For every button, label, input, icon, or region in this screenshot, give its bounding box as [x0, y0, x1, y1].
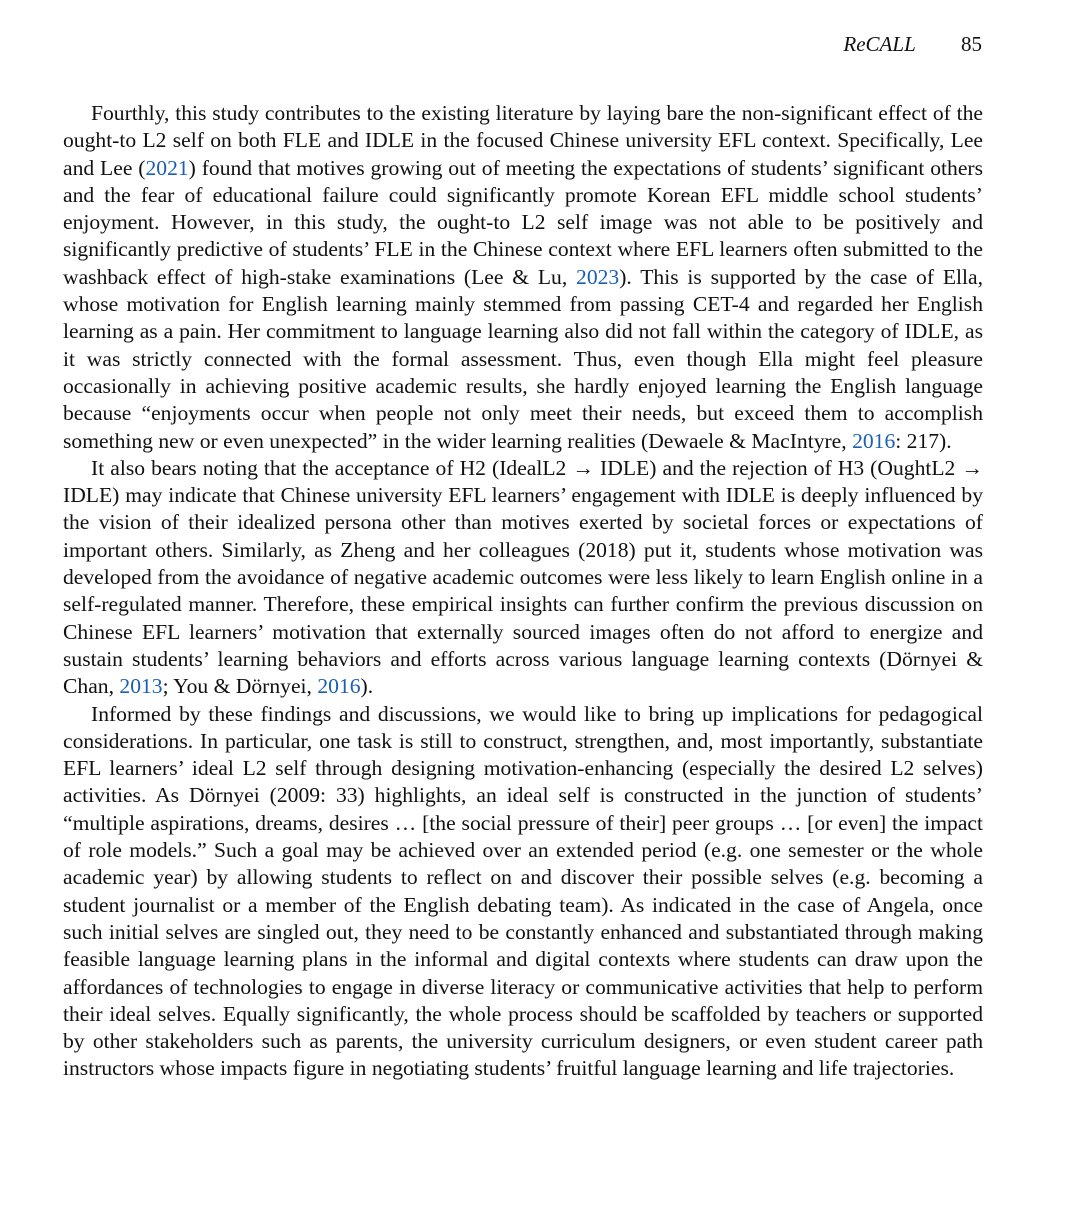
text-run: ; You & Dörnyei,: [162, 674, 318, 699]
paragraph-implications: [63, 701, 983, 1083]
page-number: 85: [961, 32, 982, 56]
citation-link-dornyei-chan-2013[interactable]: 2013: [119, 674, 163, 699]
article-body: [63, 100, 983, 1083]
citation-link-lee-lu-2023[interactable]: 2023: [576, 264, 620, 289]
text-run: ) found that motives growing out of meeting the expectations of students’ significant others and the fear of educational failure could significantly promote Korean EFL middle school students’ enjoyment. However, in this study, the ought-to L2 self image was not able to be positively and significantly predictive of students’ FLE in the Chinese context where EFL learners often submitted to the washback effect of high-stake examinations (Lee & Lu,: [63, 155, 983, 289]
paragraph-ought-to-self: [63, 100, 983, 455]
text-run: ). This is supported by the case of Ella, whose motivation for English learning mainly stemmed from passing CET-4 and regarded her English learning as a pain. Her commitment to language learning also did not fall within the category of IDLE, as it was strictly connected with the formal assessment. Thus, even though Ella might feel pleasure occasionally in achieving positive academic results, she hardly enjoyed learning the English language because “enjoyments occur when people not only meet their needs, but exceed them to accomplish something new or even unexpected” in the wider learning realities (Dewaele & MacIntyre,: [63, 264, 983, 453]
text-run: It also bears noting that the acceptance of H2 (IdealL2 → IDLE) and the rejection of H3 (OughtL2 → IDLE) may indicate that Chinese university EFL learners’ engagement with IDLE is deeply influenced by the vision of their idealized persona other than motives exerted by societal forces or expectations of important others. Similarly, as Zheng and her colleagues (2018) put it, students whose motivation was developed from the avoidance of negative academic outcomes were less likely to learn English online in a self-regulated manner. Therefore, these empirical insights can further confirm the previous discussion on Chinese EFL learners’ motivation that externally sourced images often do not afford to energize and sustain students’ learning behaviors and efforts across various language learning contexts (Dörnyei & Chan,: [63, 455, 983, 699]
paragraph-hypotheses: [63, 455, 983, 701]
text-run: Fourthly, this study contributes to the existing literature by laying bare the non-significant effect of the ought-to L2 self on both FLE and IDLE in the focused Chinese university EFL context. Specifically, Lee and Lee (: [63, 101, 983, 180]
text-run: ).: [360, 674, 374, 699]
citation-link-dewaele-macintyre-2016[interactable]: 2016: [852, 428, 896, 453]
journal-name: ReCALL: [843, 32, 916, 56]
running-head: [843, 30, 982, 58]
text-run: : 217).: [895, 428, 952, 453]
text-run: Informed by these findings and discussions, we would like to bring up implications for pedagogical considerations. In particular, one task is still to construct, strengthen, and, most importantly, substantiate EFL learners’ ideal L2 self through designing motivation-enhancing (especially the desired L2 selves) activities. As Dörnyei (2009: 33) highlights, an ideal self is constructed in the junction of students’ “multiple aspirations, dreams, desires … [the social pressure of their] peer groups … [or even] the impact of role models.” Such a goal may be achieved over an extended period (e.g. one semester or the whole academic year) by allowing students to reflect on and discover their possible selves (e.g. becoming a student journalist or a member of the English debating team). As indicated in the case of Angela, once such initial selves are singled out, they need to be constantly enhanced and substantiated through making feasible language learning plans in the informal and digital contexts where students can draw upon the affordances of technologies to engage in diverse literacy or communicative activities that help to perform their ideal selves. Equally significantly, the whole process should be scaffolded by teachers or supported by other stakeholders such as parents, the university curriculum designers, or even student career path instructors whose impacts figure in negotiating students’ fruitful language learning and life trajectories.: [63, 701, 983, 1081]
citation-link-you-dornyei-2016[interactable]: 2016: [317, 674, 361, 699]
citation-link-lee-lee-2021[interactable]: 2021: [145, 155, 189, 180]
